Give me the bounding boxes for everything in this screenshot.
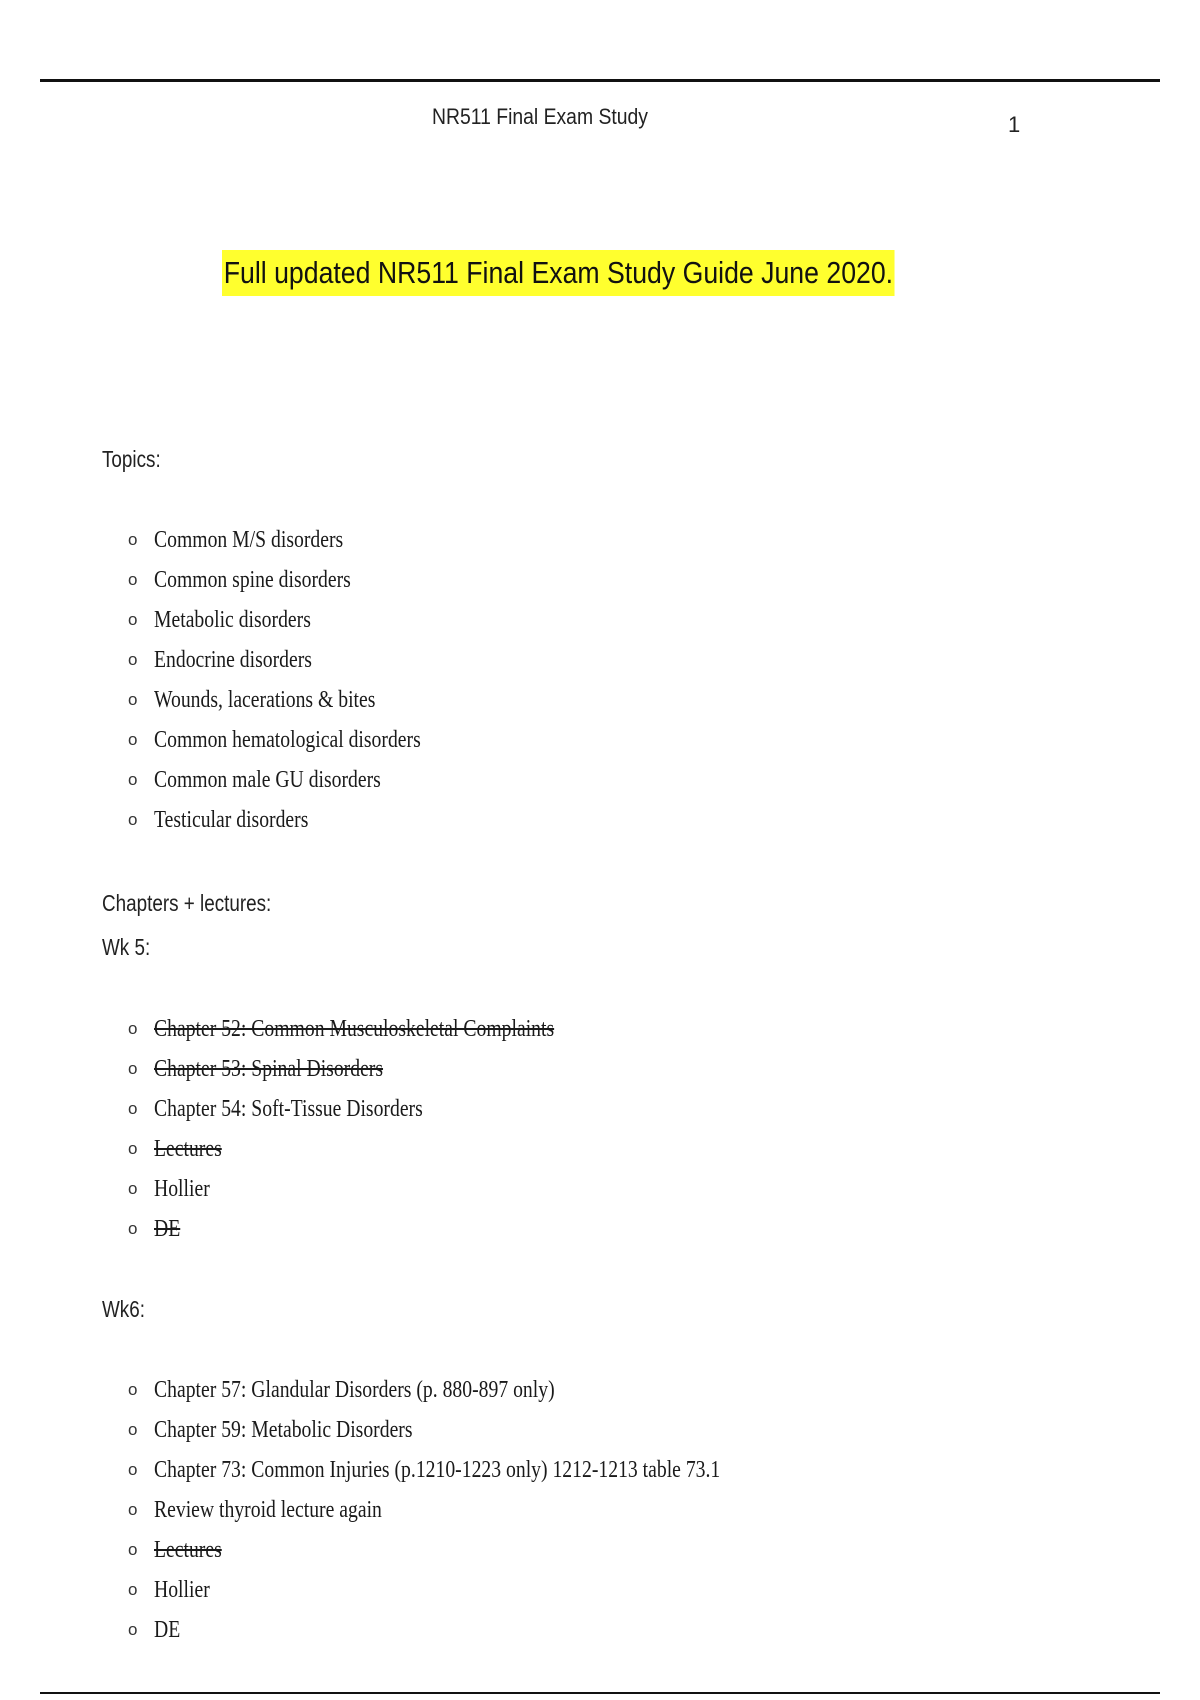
list-item-text: Lectures (154, 1136, 222, 1162)
header-rule (40, 79, 1160, 82)
list-item-text: Wounds, lacerations & bites (154, 687, 376, 713)
list-item-text: Lectures (154, 1537, 222, 1563)
page-number: 1 (1008, 112, 1021, 137)
list-item-text: Hollier (154, 1176, 210, 1202)
bullet-icon: o (128, 1620, 138, 1639)
bullet-icon: o (128, 1059, 138, 1078)
running-header-title: NR511 Final Exam Study (432, 104, 648, 129)
footer-rule (40, 1692, 1160, 1694)
list-item-text: Chapter 73: Common Injuries (p.1210-1223 only) 1212-1213 table 73.1 (154, 1457, 721, 1483)
bullet-icon: o (128, 1580, 138, 1599)
bullet-icon: o (128, 1219, 138, 1238)
bullet-icon: o (128, 1420, 138, 1439)
bullet-icon: o (128, 770, 138, 789)
bullet-icon: o (128, 1460, 138, 1479)
bullet-icon: o (128, 1019, 138, 1038)
bullet-icon: o (128, 530, 138, 549)
bullet-icon: o (128, 650, 138, 669)
week5-label: Wk 5: (102, 934, 151, 960)
list-item-text: Hollier (154, 1577, 210, 1603)
list-item-text: Endocrine disorders (154, 647, 312, 673)
topics-label: Topics: (102, 446, 161, 472)
bullet-icon: o (128, 610, 138, 629)
list-item-text: DE (154, 1216, 181, 1242)
list-item-text: Metabolic disorders (154, 607, 311, 633)
list-item-text: Testicular disorders (154, 807, 309, 833)
list-item-text: Common male GU disorders (154, 767, 381, 793)
bullet-icon: o (128, 690, 138, 709)
bullet-icon: o (128, 1099, 138, 1118)
week6-label: Wk6: (102, 1296, 145, 1322)
list-item-text: Chapter 53: Spinal Disorders (154, 1056, 384, 1082)
list-item-text: Chapter 59: Metabolic Disorders (154, 1417, 413, 1443)
list-item-text: Common M/S disorders (154, 527, 344, 553)
document-title-highlighted: Full updated NR511 Final Exam Study Guide June 2020. (222, 250, 895, 296)
bullet-icon: o (128, 730, 138, 749)
bullet-icon: o (128, 1139, 138, 1158)
bullet-icon: o (128, 1179, 138, 1198)
bullet-icon: o (128, 1380, 138, 1399)
list-item-text: Chapter 52: Common Musculoskeletal Complaints (154, 1016, 555, 1042)
list-item-text: Chapter 54: Soft-Tissue Disorders (154, 1096, 423, 1122)
bullet-icon: o (128, 810, 138, 829)
bullet-icon: o (128, 570, 138, 589)
chapters-lectures-label: Chapters + lectures: (102, 890, 272, 916)
list-item-text: Chapter 57: Glandular Disorders (p. 880-897 only) (154, 1377, 555, 1403)
bullet-icon: o (128, 1500, 138, 1519)
list-item-text: Common spine disorders (154, 567, 351, 593)
list-item-text: Review thyroid lecture again (154, 1497, 382, 1523)
list-item-text: Common hematological disorders (154, 727, 421, 753)
bullet-icon: o (128, 1540, 138, 1559)
list-item-text: DE (154, 1617, 181, 1643)
